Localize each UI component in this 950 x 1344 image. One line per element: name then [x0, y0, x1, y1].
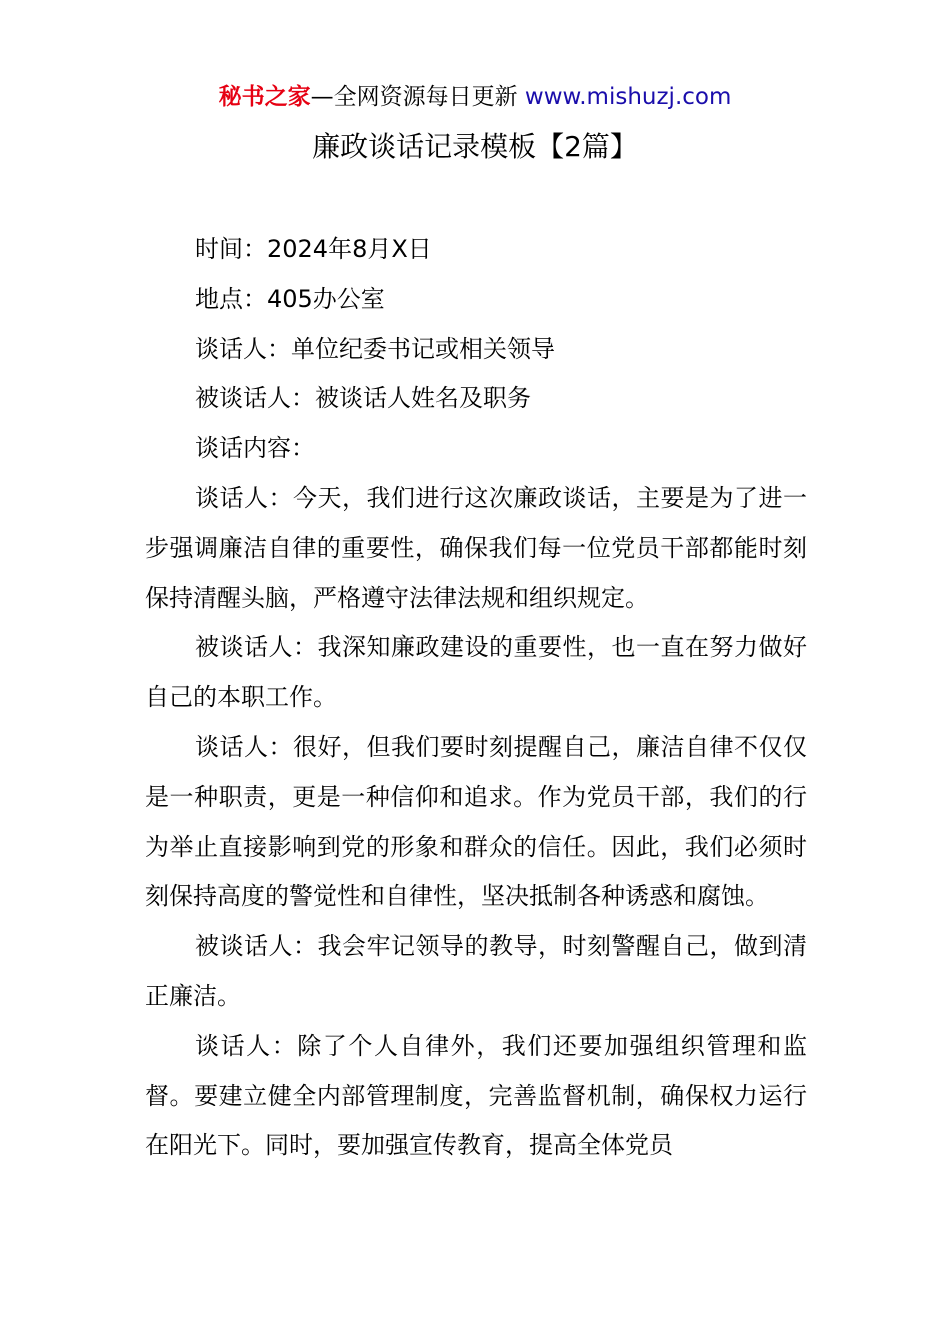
paragraph-dialogue: 谈话人：很好，但我们要时刻提醒自己，廉洁自律不仅仅是一种职责，更是一种信仰和追求。作为党员干部，我们的行为举止直接影响到党的形象和群众的信任。因此，我们必须时刻保持高度的警觉性和自律性，坚决抵制各种诱惑和腐蚀。	[145, 732, 807, 911]
header-tagline: —全网资源每日更新	[310, 84, 525, 110]
paragraph-content-label: 谈话内容：	[195, 434, 315, 463]
site-url-link[interactable]: www.mishuzj.com	[524, 84, 732, 110]
paragraph-dialogue: 被谈话人：我深知廉政建设的重要性，也一直在努力做好自己的本职工作。	[145, 633, 807, 712]
paragraph-time: 时间：2024年8月X日	[195, 235, 432, 263]
document-body	[145, 225, 807, 1171]
brand-name: 秘书之家	[218, 84, 311, 110]
paragraph-dialogue: 谈话人：除了个人自律外，我们还要加强组织管理和监督。要建立健全内部管理制度，完善监督机制，确保权力运行在阳光下。同时，要加强宣传教育，提高全体党员	[145, 1031, 807, 1160]
site-header	[0, 80, 950, 114]
paragraph-dialogue: 被谈话人：我会牢记领导的教导，时刻警醒自己，做到清正廉洁。	[145, 932, 807, 1010]
paragraph-interviewer: 谈话人：单位纪委书记或相关领导	[195, 334, 555, 363]
paragraph-location: 地点：405办公室	[195, 284, 385, 313]
paragraph-dialogue: 谈话人：今天，我们进行这次廉政谈话，主要是为了进一步强调廉洁自律的重要性，确保我们每一位党员干部都能时刻保持清醒头脑，严格遵守法律法规和组织规定。	[145, 483, 807, 612]
document-title: 廉政谈话记录模板【2篇】	[312, 130, 638, 163]
paragraph-interviewee: 被谈话人：被谈话人姓名及职务	[195, 384, 531, 413]
